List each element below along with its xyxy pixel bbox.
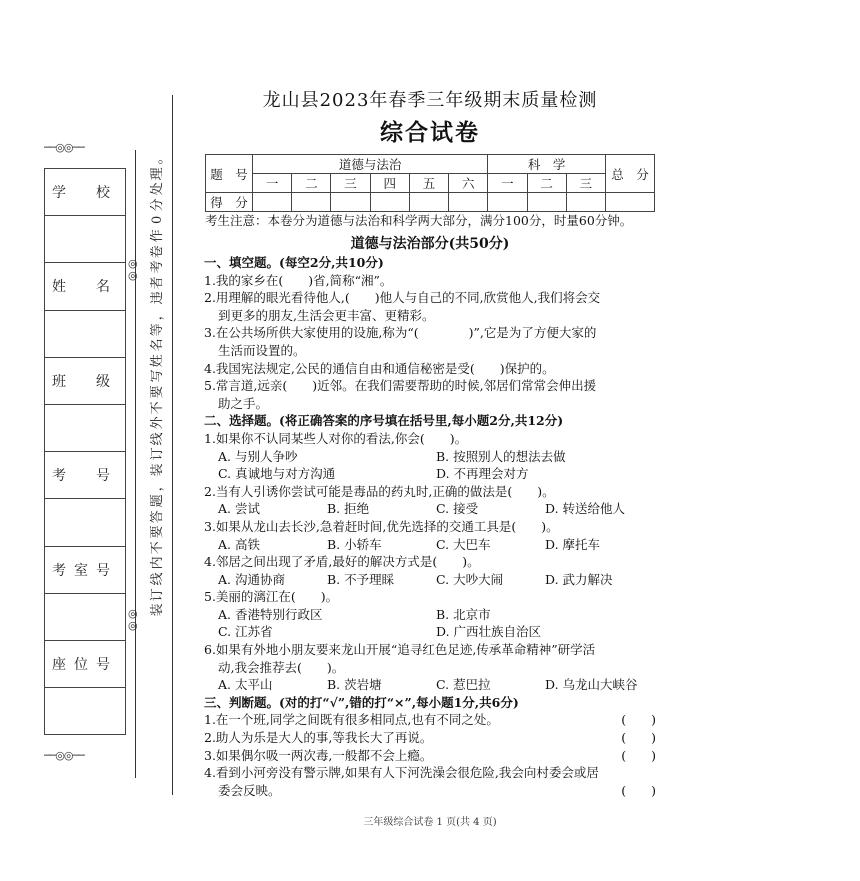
paper-title: 综合试卷 (380, 119, 480, 146)
options-row (204, 606, 664, 624)
judge-row (204, 782, 664, 800)
question-text: 2.助人为乐是大人的事,等我长大了再说。 (204, 730, 433, 746)
section-title-fill: 一、填空题。(每空2分,共10分) (204, 255, 384, 270)
option[interactable]: B. 茨岩塘 (327, 677, 382, 693)
vertical-note-char: 违 (150, 291, 166, 305)
question-text: 4.邻居之间出现了矛盾,最好的解决方式是( )。 (204, 554, 480, 570)
score-col-header: 二 (527, 174, 566, 193)
vertical-note-char: 考 (150, 260, 166, 274)
score-col-header: 一 (488, 174, 527, 193)
question-text: 1.我的家乡在( )省,简称“湘”。 (204, 272, 393, 288)
vertical-note-char: 作 (150, 229, 166, 243)
question-text: 4.我国宪法规定,公民的通信自由和通信秘密是受( )保护的。 (204, 360, 555, 376)
score-cell[interactable] (449, 193, 488, 212)
option[interactable]: D. 摩托车 (545, 536, 601, 552)
field-school-input[interactable] (45, 216, 126, 263)
option[interactable]: B. 北京市 (436, 606, 491, 622)
options-row (204, 465, 664, 483)
vertical-note-char: 题 (150, 494, 166, 508)
vertical-note-char: 不 (150, 400, 166, 414)
score-table (205, 154, 655, 212)
field-seat-input[interactable] (45, 688, 126, 735)
question-text: 6.如果有外地小朋友要来龙山开展“追寻红色足迹,传承革命精神”研学活 (204, 642, 596, 658)
option[interactable]: D. 不再理会对方 (436, 466, 529, 482)
score-col-header: 三 (331, 174, 370, 193)
option[interactable]: A. 沟通协商 (218, 571, 285, 587)
question-text: 5.美丽的漓江在( )。 (204, 589, 339, 605)
option[interactable]: C. 真诚地与对方沟通 (218, 466, 336, 482)
field-examno-label: 考 号 (45, 452, 126, 499)
score-cell[interactable] (253, 193, 292, 212)
vertical-note-char: 0 (150, 216, 166, 225)
options-row (204, 676, 664, 694)
vertical-note-char: 要 (150, 525, 166, 539)
field-seat-label: 座位号 (45, 640, 126, 687)
option[interactable]: A. 与别人争吵 (218, 448, 298, 464)
vertical-note-char: 者 (150, 276, 166, 290)
part-title: 道德与法治部分(共50分) (350, 236, 510, 252)
question-text: 2.用理解的眼光看待他人,( )他人与自己的不同,欣赏他人,我们将会交 (204, 290, 601, 306)
field-examno-input[interactable] (45, 499, 126, 546)
vertical-note-char: 订 (150, 587, 166, 601)
score-cell[interactable] (292, 193, 331, 212)
score-cell[interactable] (527, 193, 566, 212)
vertical-note-char: 等 (150, 322, 166, 336)
vertical-note-char: 装 (150, 603, 166, 617)
score-col-header: 五 (409, 174, 448, 193)
field-name-input[interactable] (45, 310, 126, 357)
score-cell[interactable] (488, 193, 527, 212)
score-cell[interactable] (566, 193, 605, 212)
score-col-header: 四 (370, 174, 409, 193)
vertical-note-char: ， (150, 478, 166, 492)
binding-vertical-note (148, 150, 168, 618)
binding-knot-bottom: ──◎◎── (44, 749, 84, 762)
option[interactable]: B. 不予理睬 (327, 571, 395, 587)
page-footer: 三年级综合试卷 1 页(共 4 页) (363, 817, 497, 828)
binding-line-outer (135, 150, 136, 778)
score-table-group-moral: 道德与法治 (253, 155, 488, 174)
student-info-table (44, 168, 126, 735)
score-col-header: 六 (449, 174, 488, 193)
vertical-note-char: 。 (150, 151, 166, 165)
question-text-cont: 生活而设置的。 (218, 342, 306, 358)
section-title-choice: 二、选择题。(将正确答案的序号填在括号里,每小题2分,共12分) (204, 413, 564, 429)
option[interactable]: A. 尝试 (218, 501, 260, 517)
vertical-note-char: 写 (150, 369, 166, 383)
score-cell[interactable] (331, 193, 370, 212)
vertical-note-char: 答 (150, 509, 166, 523)
vertical-note-char: 理 (150, 166, 166, 180)
question-text: 3.在公共场所供大家使用的设施,称为“( )”,它是为了方便大家的 (204, 325, 597, 341)
option[interactable]: D. 广西壮族自治区 (436, 624, 542, 640)
option[interactable]: C. 惹巴拉 (436, 677, 491, 693)
vertical-note-char: 外 (150, 416, 166, 430)
vertical-note-char: 线 (150, 431, 166, 445)
answer-bracket[interactable]: ( ) (621, 712, 656, 728)
question-text-cont: 委会反映。 (218, 782, 281, 798)
option[interactable]: D. 转送给他人 (545, 501, 626, 517)
score-cell-total[interactable] (606, 193, 655, 212)
option[interactable]: D. 武力解决 (545, 571, 613, 587)
question-text-cont: 到更多的朋友,生活会更丰富、更精彩。 (218, 307, 435, 323)
field-class-label: 班 级 (45, 357, 126, 404)
field-room-label: 考室号 (45, 546, 126, 593)
option[interactable]: B. 小轿车 (327, 536, 382, 552)
options-row (204, 571, 664, 589)
question-text: 1.如果你不认同某些人对你的看法,你会( )。 (204, 430, 468, 446)
vertical-note-char: 姓 (150, 354, 166, 368)
score-col-header: 三 (566, 174, 605, 193)
score-table-total-label: 总 分 (606, 155, 655, 193)
judge-row (204, 747, 664, 765)
vertical-note-char: ， (150, 307, 166, 321)
option[interactable]: C. 江苏省 (218, 624, 273, 640)
field-class-input[interactable] (45, 404, 126, 451)
exam-name: 龙山县2023年春季三年级期末质量检测 (262, 90, 598, 111)
options-row (204, 448, 664, 466)
binding-knot-mid3: ◎ (128, 607, 137, 620)
question-text: 3.如果偶尔吸一两次毒,一般都不会上瘾。 (204, 747, 433, 763)
exam-notice: 考生注意：本卷分为道德与法治和科学两大部分，满分100分，时量60分钟。 (205, 213, 633, 228)
binding-knot-top: ──◎◎── (44, 141, 84, 154)
vertical-note-char: 名 (150, 338, 166, 352)
option[interactable]: C. 大巴车 (436, 536, 491, 552)
binding-knot-mid2: ◎ (128, 269, 137, 282)
field-name-label: 姓 名 (45, 263, 126, 310)
score-col-header: 一 (253, 174, 292, 193)
vertical-note-char: 卷 (150, 244, 166, 258)
score-table-group-science: 科 学 (488, 155, 606, 174)
option[interactable]: C. 大吵大闹 (436, 571, 504, 587)
question-text: 4.看到小河旁没有警示牌,如果有人下河洗澡会很危险,我会向村委会或居 (204, 765, 599, 781)
option[interactable]: B. 按照别人的想法去做 (436, 448, 566, 464)
option[interactable]: D. 乌龙山大峡谷 (545, 677, 638, 693)
score-cell[interactable] (370, 193, 409, 212)
vertical-note-char: 订 (150, 447, 166, 461)
vertical-note-char: 处 (150, 182, 166, 196)
vertical-note-char: 要 (150, 385, 166, 399)
binding-knot-mid4: ◎ (128, 619, 137, 632)
answer-bracket[interactable]: ( ) (621, 747, 656, 763)
options-row (204, 536, 664, 554)
answer-bracket[interactable]: ( ) (621, 782, 656, 798)
option[interactable]: A. 太平山 (218, 677, 273, 693)
option[interactable]: A. 香港特别行政区 (218, 606, 323, 622)
options-row (204, 500, 664, 518)
vertical-note-char: 装 (150, 463, 166, 477)
vertical-note-char: 分 (150, 198, 166, 212)
question-text-cont: 助之手。 (218, 395, 269, 411)
option[interactable]: B. 拒绝 (327, 501, 370, 517)
vertical-note-char: 不 (150, 541, 166, 555)
option[interactable]: A. 高铁 (218, 536, 260, 552)
vertical-note-char: 内 (150, 556, 166, 570)
score-col-header: 二 (292, 174, 331, 193)
options-row (204, 623, 664, 641)
score-cell[interactable] (409, 193, 448, 212)
question-text: 3.如果从龙山去长沙,急着赶时间,优先选择的交通工具是( )。 (204, 518, 559, 534)
score-row-label: 得 分 (206, 193, 253, 212)
section-title-judge: 三、判断题。(对的打“√”,错的打“×”,每小题1分,共6分) (204, 694, 519, 710)
field-room-input[interactable] (45, 593, 126, 640)
field-school-label: 学 校 (45, 169, 126, 216)
score-table-qno-label: 题 号 (206, 155, 253, 193)
question-text-cont: 动,我会推荐去( )。 (218, 659, 345, 675)
judge-row (204, 711, 664, 729)
option[interactable]: C. 接受 (436, 501, 479, 517)
judge-row (204, 729, 664, 747)
question-content (204, 254, 664, 799)
binding-line-inner (172, 95, 173, 795)
vertical-note-char: 线 (150, 572, 166, 586)
binding-knot-mid1: ◎ (128, 257, 137, 270)
question-text: 5.常言道,远亲( )近邻。在我们需要帮助的时候,邻居们常常会伸出援 (204, 378, 597, 394)
question-text: 1.在一个班,同学之间既有很多相同点,也有不同之处。 (204, 712, 499, 728)
answer-bracket[interactable]: ( ) (621, 730, 656, 746)
question-text: 2.当有人引诱你尝试可能是毒品的药丸时,正确的做法是( )。 (204, 483, 555, 499)
